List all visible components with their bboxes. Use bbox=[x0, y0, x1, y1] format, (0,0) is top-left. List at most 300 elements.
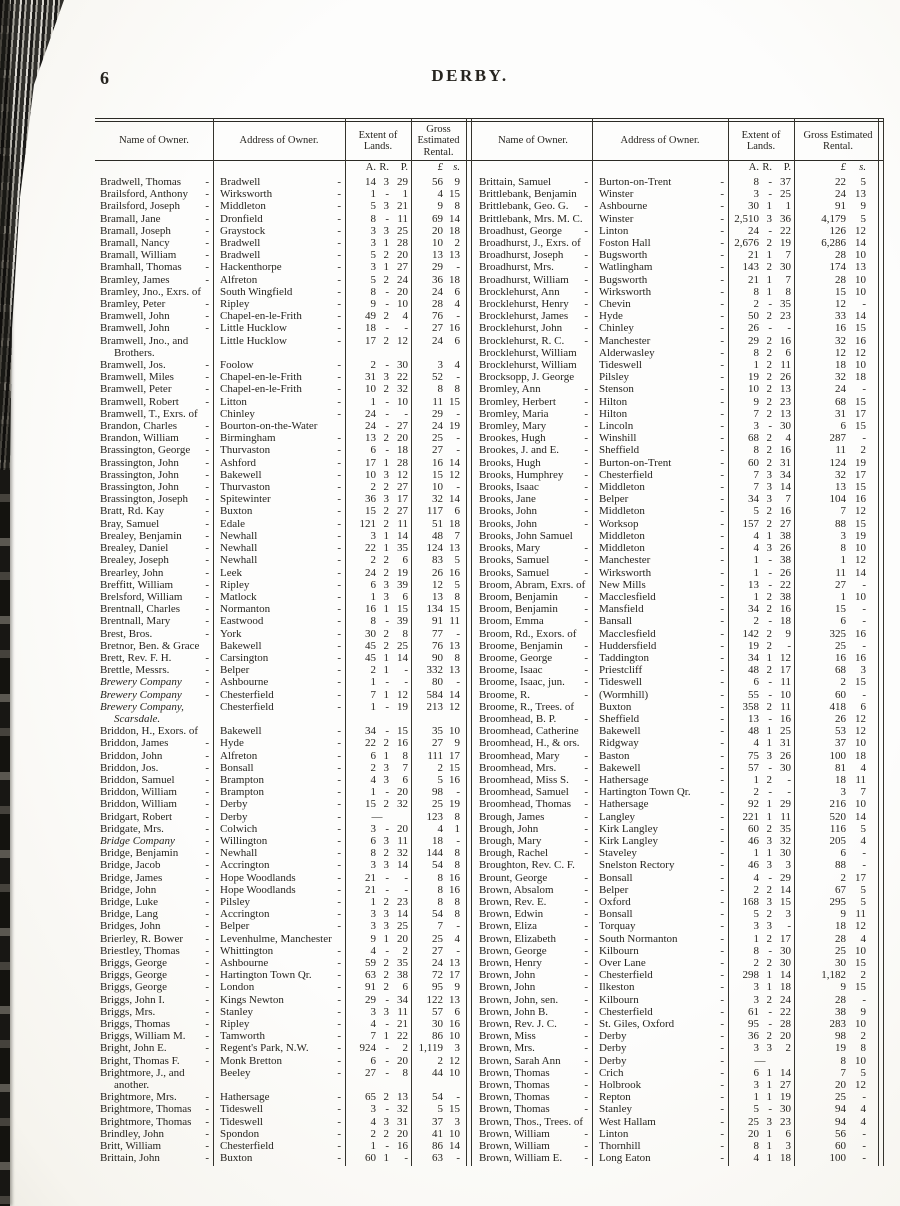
owner-name: Bridgart, Robert bbox=[100, 810, 173, 823]
extent-roods: - bbox=[768, 188, 772, 201]
rental-cell bbox=[794, 969, 882, 981]
owner-name: Brown, John B. bbox=[479, 1005, 549, 1018]
extent-roods: 2 bbox=[766, 383, 772, 396]
owner-address: Graystock bbox=[220, 224, 266, 237]
owner-name-cell bbox=[474, 1079, 592, 1091]
table-row bbox=[474, 383, 882, 395]
extent-perches: 35 bbox=[397, 542, 408, 555]
rental-shillings: 14 bbox=[449, 456, 460, 469]
extent-of-lands-cell bbox=[345, 1140, 411, 1152]
table-row bbox=[95, 237, 466, 249]
rental-cell bbox=[794, 847, 882, 859]
table-row bbox=[95, 994, 466, 1006]
leader-dash: - bbox=[205, 859, 209, 872]
owner-address: Derby bbox=[220, 798, 248, 811]
table-row bbox=[95, 1018, 466, 1030]
rental-pounds: 6,286 bbox=[821, 237, 846, 250]
owner-name-cell bbox=[95, 579, 213, 591]
table-row bbox=[95, 737, 466, 749]
extent-acres: 3 bbox=[370, 859, 376, 872]
extent-of-lands-cell bbox=[728, 554, 794, 566]
rental-cell bbox=[794, 689, 882, 701]
extent-roods: 1 bbox=[766, 798, 772, 811]
rental-pounds: 213 bbox=[426, 700, 443, 713]
rental-pounds: 69 bbox=[432, 212, 443, 225]
rental-cell bbox=[794, 933, 882, 945]
leader-dash: - bbox=[205, 1030, 209, 1043]
extent-roods: 3 bbox=[383, 859, 389, 872]
owner-address: Alfreton bbox=[220, 273, 258, 286]
extent-acres: 8 bbox=[753, 944, 759, 957]
header-name-of-owner: Name of Owner. bbox=[119, 135, 189, 147]
table-row bbox=[474, 652, 882, 664]
extent-of-lands-cell bbox=[728, 1091, 794, 1103]
owner-address: Burton-on-Trent bbox=[599, 176, 672, 188]
leader-dash: - bbox=[720, 603, 724, 616]
rental-shillings: 7 bbox=[454, 529, 460, 542]
owner-name: Bramall, Nancy bbox=[100, 237, 170, 250]
leader-dash: - bbox=[337, 249, 341, 262]
extent-acres: 1 bbox=[753, 359, 759, 372]
leader-dash: - bbox=[205, 1127, 209, 1140]
owner-name: Brown, Eliza bbox=[479, 920, 538, 933]
extent-acres: 3 bbox=[370, 1103, 376, 1116]
owner-name-cell bbox=[474, 603, 592, 615]
owner-address-cell bbox=[592, 298, 728, 310]
owner-name: Brentnall, Charles bbox=[100, 603, 181, 616]
owner-address: Stenson bbox=[599, 383, 634, 396]
table-row bbox=[474, 920, 882, 932]
table-row bbox=[474, 286, 882, 298]
leader-dash: - bbox=[337, 664, 341, 677]
owner-name: Briddon, James bbox=[100, 737, 169, 750]
owner-name: Briggs, George bbox=[100, 981, 168, 994]
leader-dash: - bbox=[720, 957, 724, 969]
rental-cell bbox=[794, 518, 882, 530]
rental-pounds: 54 bbox=[432, 1091, 443, 1104]
owner-address: Chesterfield bbox=[220, 700, 274, 713]
leader-dash: - bbox=[584, 1140, 588, 1153]
extent-acres: 45 bbox=[365, 651, 376, 664]
extent-of-lands-cell bbox=[345, 469, 411, 481]
table-row bbox=[95, 493, 466, 505]
rental-pounds: 80 bbox=[432, 676, 443, 689]
extent-of-lands-cell bbox=[345, 1091, 411, 1103]
extent-of-lands-cell bbox=[345, 725, 411, 737]
leader-dash: - bbox=[205, 761, 209, 774]
extent-perches: 9 bbox=[785, 627, 791, 640]
extent-of-lands-cell bbox=[728, 737, 794, 749]
rental-cell bbox=[411, 640, 466, 652]
extent-perches: 25 bbox=[397, 224, 408, 237]
extent-roods: - bbox=[768, 1103, 772, 1116]
rental-shillings: 12 bbox=[855, 1079, 866, 1092]
rental-shillings: 16 bbox=[449, 871, 460, 884]
rental-shillings: 12 bbox=[855, 920, 866, 933]
extent-perches: - bbox=[404, 407, 408, 420]
leader-dash: - bbox=[720, 920, 724, 933]
table-row bbox=[95, 286, 466, 298]
owner-name: Brown, Thomas bbox=[479, 1091, 550, 1104]
owner-address: Kilbourn bbox=[599, 993, 639, 1006]
rental-shillings: 8 bbox=[454, 847, 460, 860]
extent-perches: 11 bbox=[397, 517, 408, 530]
extent-roods: 3 bbox=[766, 859, 772, 872]
rental-shillings: 15 bbox=[449, 395, 460, 408]
extent-perches: 12 bbox=[397, 688, 408, 701]
rental-pounds: 9 bbox=[840, 981, 846, 994]
owner-address: Middleton bbox=[599, 542, 645, 555]
owner-name-cell bbox=[95, 811, 213, 823]
extent-roods: 2 bbox=[383, 957, 389, 969]
owner-address-cell bbox=[592, 1055, 728, 1067]
rental-cell bbox=[794, 750, 882, 762]
owner-address-cell bbox=[213, 908, 345, 920]
rental-cell bbox=[794, 713, 882, 725]
leader-dash: - bbox=[205, 420, 209, 433]
extent-acres: 1 bbox=[370, 395, 376, 408]
extent-perches: 11 bbox=[780, 359, 791, 372]
rental-cell bbox=[794, 542, 882, 554]
extent-perches: 6 bbox=[402, 590, 408, 603]
extent-roods: - bbox=[768, 554, 772, 567]
owner-name: Bramall, Joseph bbox=[100, 224, 171, 237]
owner-name: Brown, Elizabeth bbox=[479, 932, 556, 945]
leader-dash: - bbox=[205, 664, 209, 677]
rental-pounds: 332 bbox=[426, 664, 443, 677]
extent-acres: 34 bbox=[748, 603, 759, 616]
rental-shillings: - bbox=[862, 847, 866, 860]
rental-shillings: 13 bbox=[855, 261, 866, 274]
table-row bbox=[474, 908, 882, 920]
rental-cell bbox=[794, 823, 882, 835]
owner-name-cell bbox=[95, 969, 213, 981]
rental-pounds: 76 bbox=[432, 310, 443, 323]
owner-address-cell bbox=[213, 786, 345, 798]
leader-dash: - bbox=[584, 334, 588, 347]
extent-roods: 2 bbox=[766, 359, 772, 372]
table-row bbox=[474, 896, 882, 908]
table-row bbox=[95, 981, 466, 993]
extent-acres: 1 bbox=[753, 773, 759, 786]
owner-address: Foolow bbox=[220, 359, 254, 372]
owner-name-cell bbox=[474, 1006, 592, 1018]
extent-perches: 6 bbox=[402, 981, 408, 994]
rental-pounds: 6 bbox=[840, 420, 846, 433]
owner-address-cell bbox=[213, 335, 345, 347]
leader-dash: - bbox=[205, 749, 209, 762]
owner-address: Chesterfield bbox=[599, 1005, 653, 1018]
header-right-half bbox=[474, 122, 882, 160]
owner-name-cell bbox=[95, 957, 213, 969]
extent-roods: 2 bbox=[766, 639, 772, 652]
rental-cell bbox=[411, 1152, 466, 1164]
leader-dash: - bbox=[584, 590, 588, 603]
rental-cell bbox=[411, 957, 466, 969]
owner-address-cell bbox=[592, 457, 728, 469]
extent-acres: 48 bbox=[748, 664, 759, 677]
rental-shillings: - bbox=[862, 859, 866, 872]
extent-of-lands-cell bbox=[728, 493, 794, 505]
rental-cell bbox=[794, 457, 882, 469]
table-row bbox=[474, 1042, 882, 1054]
owner-name: Bromley, Maria bbox=[479, 407, 549, 420]
owner-name-cell bbox=[95, 701, 213, 725]
owner-name-cell bbox=[474, 1152, 592, 1164]
extent-acres: 14 bbox=[365, 176, 376, 188]
extent-acres: 5 bbox=[753, 1103, 759, 1116]
rental-cell bbox=[794, 420, 882, 432]
owner-name: Brooks, John bbox=[479, 505, 538, 518]
owner-address-cell bbox=[592, 725, 728, 737]
extent-of-lands-cell bbox=[345, 640, 411, 652]
table-row bbox=[474, 542, 882, 554]
extent-perches: 15 bbox=[397, 603, 408, 616]
owner-address-cell bbox=[213, 774, 345, 786]
table-row bbox=[474, 945, 882, 957]
owner-address-cell bbox=[592, 884, 728, 896]
extent-roods: - bbox=[385, 1140, 389, 1153]
extent-roods: 3 bbox=[383, 761, 389, 774]
extent-acres: 3 bbox=[370, 908, 376, 921]
rental-cell bbox=[794, 261, 882, 273]
rental-cell bbox=[411, 530, 466, 542]
owner-address-cell bbox=[213, 994, 345, 1006]
owner-name-cell bbox=[474, 920, 592, 932]
extent-acres: 6 bbox=[370, 834, 376, 847]
table-row bbox=[95, 579, 466, 591]
extent-roods: - bbox=[768, 712, 772, 725]
extent-of-lands-cell bbox=[345, 701, 411, 713]
extent-acres: 3 bbox=[370, 261, 376, 274]
leader-dash: - bbox=[584, 639, 588, 652]
owner-name: Bramhall, Thomas bbox=[100, 261, 182, 274]
owner-name-cell bbox=[95, 383, 213, 395]
table-row bbox=[95, 689, 466, 701]
extent-of-lands-cell bbox=[728, 274, 794, 286]
leader-dash: - bbox=[584, 542, 588, 555]
leader-dash: - bbox=[205, 688, 209, 701]
owner-name: Brocklehurst, R. C. bbox=[479, 334, 565, 347]
rental-cell bbox=[794, 664, 882, 676]
rental-cell bbox=[794, 162, 882, 176]
owner-address-cell bbox=[592, 933, 728, 945]
extent-roods: - bbox=[385, 725, 389, 738]
owner-address: London bbox=[220, 981, 255, 994]
owner-name-cell bbox=[95, 908, 213, 920]
owner-name: Brindley, John bbox=[100, 1127, 165, 1140]
leader-dash: - bbox=[584, 200, 588, 213]
owner-address: Wirksworth bbox=[599, 285, 652, 298]
owner-address-cell bbox=[592, 371, 728, 383]
extent-of-lands-cell bbox=[728, 359, 794, 371]
extent-of-lands-cell bbox=[728, 835, 794, 847]
extent-of-lands-cell bbox=[728, 335, 794, 347]
leader-dash: - bbox=[337, 578, 341, 591]
extent-acres: 2 bbox=[753, 298, 759, 311]
owner-name: Briddon, Jos. bbox=[100, 761, 159, 774]
owner-name: Brooks, John bbox=[479, 517, 538, 530]
rental-shillings: 2 bbox=[860, 444, 866, 457]
table-row bbox=[474, 554, 882, 566]
rental-cell bbox=[411, 298, 466, 310]
rental-pounds: 98 bbox=[835, 1030, 846, 1043]
extent-of-lands-cell bbox=[728, 162, 794, 176]
owner-address: Langley bbox=[599, 810, 636, 823]
owner-name: Brough, James bbox=[479, 810, 545, 823]
extent-acres: 2,510 bbox=[734, 212, 759, 225]
owner-address: Linton bbox=[599, 224, 629, 237]
table-row bbox=[474, 359, 882, 371]
rental-shillings: 17 bbox=[855, 468, 866, 481]
table-row bbox=[95, 847, 466, 859]
extent-of-lands-cell bbox=[345, 823, 411, 835]
owner-name: Brown, John bbox=[479, 981, 536, 994]
leader-dash: - bbox=[337, 822, 341, 835]
table-row bbox=[474, 176, 882, 188]
owner-address-cell bbox=[213, 1091, 345, 1103]
owner-name-cell bbox=[95, 396, 213, 408]
leader-dash: - bbox=[337, 1115, 341, 1128]
owner-address-cell bbox=[592, 920, 728, 932]
extent-acres: 46 bbox=[748, 834, 759, 847]
rental-pounds: 20 bbox=[432, 224, 443, 237]
extent-perches: 23 bbox=[397, 895, 408, 908]
rental-pounds: 283 bbox=[829, 1018, 846, 1031]
rental-cell bbox=[794, 188, 882, 200]
owner-name-cell bbox=[474, 981, 592, 993]
owner-address-cell bbox=[592, 774, 728, 786]
extent-acres: 13 bbox=[748, 578, 759, 591]
leader-dash: - bbox=[720, 798, 724, 811]
owner-address: Stanley bbox=[599, 1103, 632, 1116]
extent-roods: 2 bbox=[383, 895, 389, 908]
extent-perches: 30 bbox=[397, 359, 408, 372]
extent-perches: 11 bbox=[397, 1005, 408, 1018]
rental-pounds: 24 bbox=[835, 188, 846, 201]
table-row bbox=[474, 1140, 882, 1152]
rental-cell bbox=[794, 530, 882, 542]
owner-name: Bradwell, Thomas bbox=[100, 176, 182, 188]
owner-address-cell bbox=[592, 628, 728, 640]
extent-of-lands-cell bbox=[345, 957, 411, 969]
owner-address-cell bbox=[592, 957, 728, 969]
rental-pounds: 287 bbox=[829, 432, 846, 445]
extent-of-lands-cell bbox=[345, 762, 411, 774]
extent-acres: 26 bbox=[748, 322, 759, 335]
owner-name-cell bbox=[95, 786, 213, 798]
extent-roods: 1 bbox=[383, 529, 389, 542]
extent-roods: 3 bbox=[383, 1115, 389, 1128]
owner-name: Broomhead, Thomas bbox=[479, 798, 572, 811]
owner-name: Brooks, Humphrey bbox=[479, 468, 564, 481]
owner-address-cell bbox=[592, 359, 728, 371]
rental-shillings: 14 bbox=[449, 212, 460, 225]
owner-address: Mansfield bbox=[599, 603, 644, 616]
extent-acres: 8 bbox=[370, 615, 376, 628]
extent-perches: 3 bbox=[785, 859, 791, 872]
extent-of-lands-cell bbox=[728, 542, 794, 554]
owner-address: Bakewell bbox=[220, 725, 262, 738]
owner-address: Carsington bbox=[220, 651, 269, 664]
extent-acres: 13 bbox=[365, 432, 376, 445]
extent-roods: 1 bbox=[383, 932, 389, 945]
extent-acres: 3 bbox=[370, 237, 376, 250]
rental-shillings: s. bbox=[453, 162, 460, 173]
extent-acres: 27 bbox=[365, 1066, 376, 1079]
extent-of-lands-cell bbox=[728, 823, 794, 835]
owner-address-cell bbox=[592, 542, 728, 554]
extent-perches: 28 bbox=[397, 456, 408, 469]
leader-dash: - bbox=[720, 834, 724, 847]
rental-shillings: - bbox=[862, 615, 866, 628]
owner-address-cell bbox=[213, 567, 345, 579]
rental-pounds: 13 bbox=[432, 590, 443, 603]
leader-dash: - bbox=[720, 188, 724, 201]
owner-name: Brookes, Hugh bbox=[479, 432, 546, 445]
leader-dash: - bbox=[584, 298, 588, 311]
extent-perches: 7 bbox=[402, 761, 408, 774]
rental-pounds: 28 bbox=[835, 932, 846, 945]
extent-roods: 2 bbox=[766, 456, 772, 469]
extent-of-lands-cell bbox=[345, 835, 411, 847]
rental-cell bbox=[794, 213, 882, 225]
rental-pounds: 111 bbox=[427, 749, 443, 762]
table-row bbox=[95, 200, 466, 212]
owner-name-cell bbox=[474, 1018, 592, 1030]
extent-perches: 25 bbox=[397, 639, 408, 652]
rental-pounds: 16 bbox=[835, 651, 846, 664]
rental-pounds: 24 bbox=[432, 957, 443, 969]
leader-dash: - bbox=[205, 456, 209, 469]
rental-cell bbox=[794, 1140, 882, 1152]
rental-pounds: 4,179 bbox=[821, 212, 846, 225]
table-body bbox=[95, 162, 887, 1166]
leader-dash: - bbox=[584, 1066, 588, 1079]
table-row bbox=[474, 1067, 882, 1079]
leader-dash: - bbox=[205, 212, 209, 225]
leader-dash: - bbox=[205, 298, 209, 311]
extent-roods: - bbox=[768, 298, 772, 311]
owner-name: Brailsford, Joseph bbox=[100, 200, 181, 213]
extent-perches: 17 bbox=[780, 664, 791, 677]
extent-perches: 11 bbox=[397, 212, 408, 225]
owner-address: Whittington bbox=[220, 944, 274, 957]
rental-shillings: 10 bbox=[855, 737, 866, 750]
owner-name: Broomhead, Samuel bbox=[479, 786, 569, 799]
extent-perches: 14 bbox=[397, 651, 408, 664]
rental-shillings: 8 bbox=[454, 895, 460, 908]
extent-of-lands-cell bbox=[728, 310, 794, 322]
owner-address-cell bbox=[592, 408, 728, 420]
leader-dash: - bbox=[720, 773, 724, 786]
extent-perches: - bbox=[787, 639, 791, 652]
rental-pounds: 7 bbox=[840, 1066, 846, 1079]
extent-roods: 3 bbox=[383, 920, 389, 933]
rental-shillings: 5 bbox=[454, 554, 460, 567]
table-row bbox=[95, 335, 466, 359]
extent-of-lands-cell bbox=[345, 225, 411, 237]
owner-address-cell bbox=[592, 603, 728, 615]
leader-dash: - bbox=[205, 444, 209, 457]
owner-name: Brown, Thomas bbox=[479, 1066, 550, 1079]
extent-perches: 2 bbox=[402, 1042, 408, 1055]
owner-name-cell bbox=[95, 872, 213, 884]
owner-name-cell bbox=[95, 408, 213, 420]
extent-acres: 8 bbox=[370, 212, 376, 225]
owner-address-cell bbox=[592, 615, 728, 627]
owner-address: Derby bbox=[599, 1042, 627, 1055]
